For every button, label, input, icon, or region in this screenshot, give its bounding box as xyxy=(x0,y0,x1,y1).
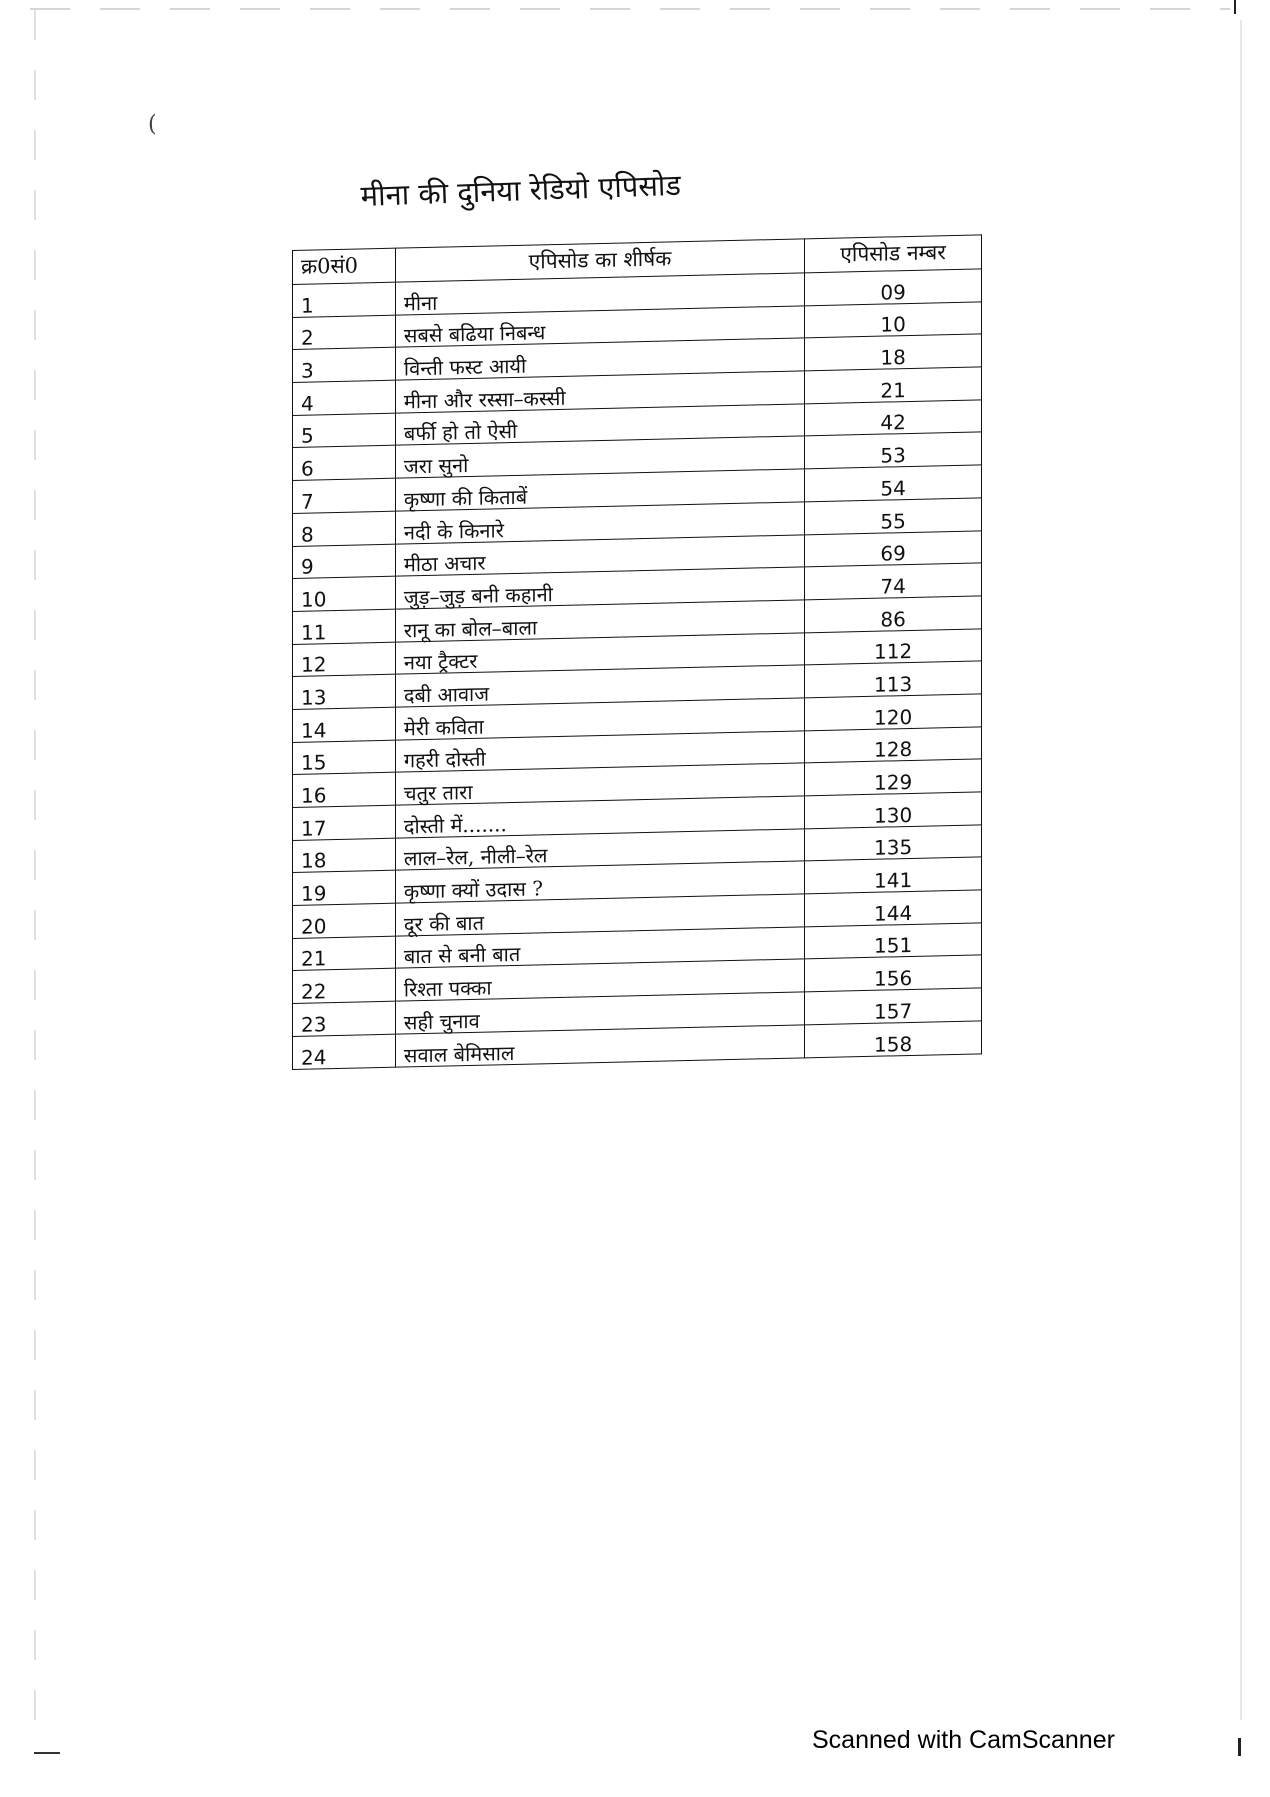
row-episode-title: बर्फी हो तो ऐसी xyxy=(395,404,804,446)
row-episode-number: 55 xyxy=(805,498,982,535)
row-episode-title: बात से बनी बात xyxy=(395,927,804,969)
row-serial-number: 10 xyxy=(293,576,396,611)
row-serial-number: 18 xyxy=(293,838,396,873)
row-episode-number: 86 xyxy=(805,596,982,633)
row-episode-title: सबसे बढिया निबन्ध xyxy=(395,306,804,348)
row-episode-number: 151 xyxy=(805,923,982,960)
header-episode-number: एपिसोड नम्बर xyxy=(805,235,982,273)
row-episode-number: 112 xyxy=(805,628,982,665)
row-episode-title: विन्ती फस्ट आयी xyxy=(395,338,804,380)
row-serial-number: 19 xyxy=(293,871,396,906)
row-episode-number: 53 xyxy=(805,432,982,469)
row-serial-number: 6 xyxy=(293,446,396,481)
row-episode-title: रिश्ता पक्का xyxy=(395,959,804,1001)
row-serial-number: 11 xyxy=(293,609,396,644)
row-episode-number: 130 xyxy=(805,792,982,829)
row-episode-number: 69 xyxy=(805,530,982,567)
row-episode-number: 141 xyxy=(805,857,982,894)
row-serial-number: 21 xyxy=(293,936,396,971)
row-serial-number: 20 xyxy=(293,903,396,938)
row-serial-number: 17 xyxy=(293,805,396,840)
scan-edge-right xyxy=(1240,20,1242,1720)
row-episode-title: कृष्णा की किताबें xyxy=(395,469,804,511)
row-episode-title: मीना और रस्सा–कस्सी xyxy=(395,371,804,413)
document-title: मीना की दुनिया रेडियो एपिसोड xyxy=(360,167,682,213)
row-serial-number: 7 xyxy=(293,478,396,513)
row-episode-title: मीठा अचार xyxy=(395,534,804,576)
row-serial-number: 3 xyxy=(293,348,396,383)
row-episode-title: दूर की बात xyxy=(395,894,804,936)
row-episode-number: 09 xyxy=(805,269,982,306)
row-serial-number: 4 xyxy=(293,380,396,415)
row-episode-title: लाल–रेल, नीली–रेल xyxy=(395,829,804,871)
row-episode-number: 74 xyxy=(805,563,982,600)
row-episode-title: जुड़–जुड़ बनी कहानी xyxy=(395,567,804,609)
row-episode-title: नदी के किनारे xyxy=(395,502,804,544)
row-serial-number: 24 xyxy=(293,1034,396,1069)
row-episode-number: 128 xyxy=(805,726,982,763)
row-serial-number: 16 xyxy=(293,772,396,807)
scan-corner-mark xyxy=(1234,0,1236,14)
scan-bottom-mark-left xyxy=(34,1752,60,1754)
scan-edge-top xyxy=(30,8,1230,10)
row-serial-number: 22 xyxy=(293,969,396,1004)
row-serial-number: 8 xyxy=(293,511,396,546)
row-serial-number: 23 xyxy=(293,1001,396,1036)
row-episode-title: दबी आवाज xyxy=(395,665,804,707)
row-serial-number: 15 xyxy=(293,740,396,775)
row-episode-title: मेरी कविता xyxy=(395,698,804,740)
row-episode-title: सवाल बेमिसाल xyxy=(395,1025,804,1067)
episode-table-container xyxy=(292,234,982,1069)
episode-table xyxy=(292,234,982,1069)
row-serial-number: 14 xyxy=(293,707,396,742)
row-episode-number: 54 xyxy=(805,465,982,502)
row-episode-number: 157 xyxy=(805,988,982,1025)
row-episode-title: चतुर तारा xyxy=(395,763,804,805)
scan-edge-left xyxy=(34,10,36,1750)
row-episode-number: 129 xyxy=(805,759,982,796)
row-episode-title: जरा सुनो xyxy=(395,436,804,478)
stray-pen-mark: ( xyxy=(148,112,157,137)
row-episode-title: सही चुनाव xyxy=(395,992,804,1034)
row-serial-number: 5 xyxy=(293,413,396,448)
row-episode-number: 135 xyxy=(805,825,982,862)
row-episode-number: 10 xyxy=(805,302,982,339)
row-episode-number: 158 xyxy=(805,1021,982,1058)
row-serial-number: 2 xyxy=(293,315,396,350)
row-serial-number: 1 xyxy=(293,282,396,317)
row-episode-number: 120 xyxy=(805,694,982,731)
row-episode-title: दोस्ती में....... xyxy=(395,796,804,838)
scan-bottom-mark-right xyxy=(1238,1738,1241,1756)
row-episode-title: कृष्णा क्यों उदास ? xyxy=(395,861,804,903)
row-serial-number: 13 xyxy=(293,674,396,709)
row-episode-title: गहरी दोस्ती xyxy=(395,730,804,772)
row-episode-number: 156 xyxy=(805,955,982,992)
row-episode-title: नया ट्रैक्टर xyxy=(395,632,804,674)
row-episode-number: 113 xyxy=(805,661,982,698)
table-body xyxy=(293,269,982,1069)
row-episode-number: 144 xyxy=(805,890,982,927)
row-episode-title: रानू का बोल–बाला xyxy=(395,600,804,642)
header-episode-title: एपिसोड का शीर्षक xyxy=(395,239,804,282)
row-episode-number: 42 xyxy=(805,400,982,437)
row-serial-number: 9 xyxy=(293,544,396,579)
row-episode-title: मीना xyxy=(395,273,804,315)
scanner-watermark: Scanned with CamScanner xyxy=(812,1726,1115,1754)
row-episode-number: 18 xyxy=(805,334,982,371)
header-serial-number: क्र0सं0 xyxy=(293,248,396,284)
row-episode-number: 21 xyxy=(805,367,982,404)
row-serial-number: 12 xyxy=(293,642,396,677)
